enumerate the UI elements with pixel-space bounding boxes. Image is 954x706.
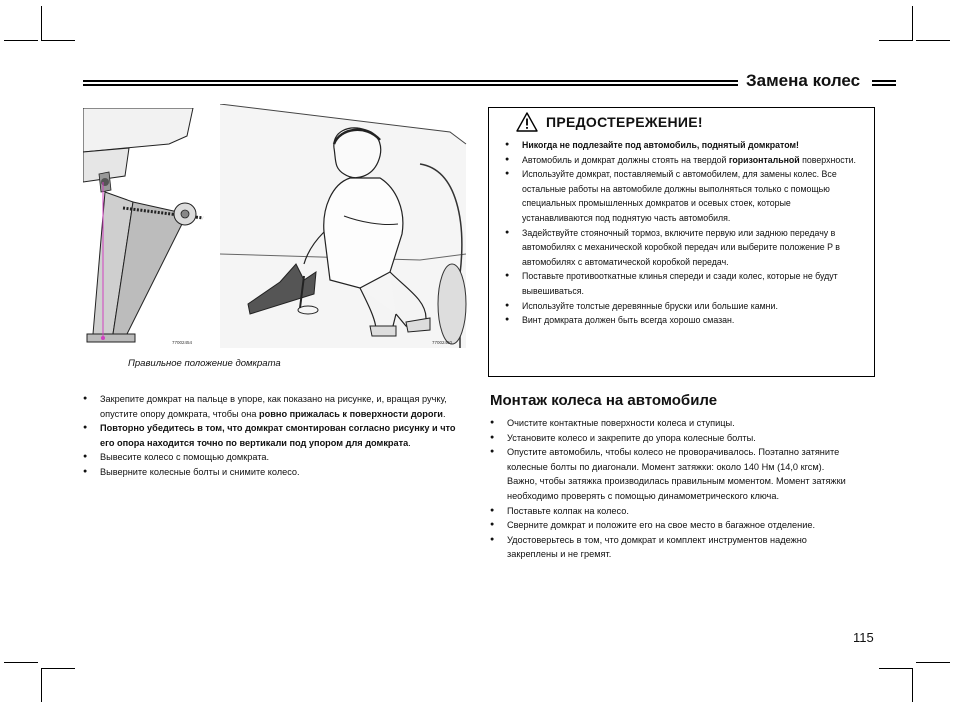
crop-mark — [4, 662, 38, 663]
crop-mark — [912, 668, 913, 702]
man-with-jack-illustration — [220, 104, 468, 348]
text: Установите колесо и закрепите до упора колесные болты. — [507, 432, 756, 443]
list-item — [490, 504, 850, 519]
crop-mark — [41, 40, 75, 41]
text: Поставьте колпак на колесо. — [507, 505, 629, 516]
list-item — [83, 421, 465, 450]
mount-instructions-list — [490, 416, 850, 562]
warning-triangle-icon — [516, 112, 538, 132]
crop-mark — [4, 40, 38, 41]
crop-mark — [41, 6, 42, 40]
text: Закрепите домкрат на пальце в упоре, как показано на рисунке, и, вращая ручку, опустите опору домкрата, чтобы она — [100, 394, 447, 419]
list-item — [490, 416, 850, 431]
text: Выверните колесные болты и снимите колесо. — [100, 466, 300, 477]
header-rule — [83, 80, 738, 86]
list-item — [490, 518, 850, 533]
list-item — [505, 313, 859, 328]
warning-list — [505, 138, 859, 328]
list-item — [505, 153, 859, 168]
list-item — [490, 533, 850, 562]
jack-instructions-list — [83, 392, 465, 480]
list-item — [505, 167, 859, 225]
crop-mark — [41, 668, 42, 702]
bold-text: Никогда не подлезайте под автомобиль, поднятый домкратом! — [522, 140, 799, 150]
list-item — [505, 138, 859, 153]
text: Используйте толстые деревянные бруски или большие камни. — [522, 300, 778, 311]
text: поверхности. — [799, 154, 856, 165]
mount-title: Монтаж колеса на автомобиле — [490, 392, 718, 409]
bold-text: горизонтальной — [728, 154, 800, 165]
list-item — [83, 450, 465, 465]
warning-header — [516, 112, 703, 132]
text: Используйте домкрат, поставляемый с автомобилем, для замены колес. Все остальные работы на автомобиле должны выполняться только с помощью специальных промышленных домкратов и осевых стоек, которые устанавливаются под поднятую часть автомобиля. — [522, 169, 837, 223]
figure-code-right: 77002460 — [432, 340, 453, 345]
header-rule-end — [872, 80, 896, 86]
list-item — [505, 226, 859, 270]
text: Винт домкрата должен быть всегда хорошо смазан. — [522, 315, 735, 326]
jack-closeup-illustration — [83, 108, 209, 348]
text: Поставьте противооткатные клинья спереди и сзади колес, которые не будут вывешиваться. — [522, 271, 838, 296]
text: . — [408, 437, 411, 448]
crop-mark — [912, 6, 913, 40]
list-item — [505, 269, 859, 298]
crop-mark — [916, 662, 950, 663]
warning-title: ПРЕДОСТЕРЕЖЕНИЕ! — [546, 114, 703, 130]
warning-box — [488, 107, 875, 377]
list-item — [83, 392, 465, 421]
bold-text: ровно прижалась к поверхности дороги — [259, 408, 443, 419]
crop-mark — [916, 40, 950, 41]
text: Удостоверьтесь в том, что домкрат и комплект инструментов надежно закреплены и не гремят. — [507, 534, 807, 560]
text: Опустите автомобиль, чтобы колесо не проворачивалось. Поэтапно затяните колесные болты по диагонали. Момент затяжки: около 140 Нм (14,0 кгсм). Важно, чтобы затяжка производилась правильным моментом. Момент затяжки необходимо проверять с помощью динамометрического ключа. — [507, 447, 846, 501]
text: . — [442, 408, 446, 419]
list-item — [505, 299, 859, 314]
bold-text: Повторно убедитесь в том, что домкрат смонтирован согласно рисунку и что его опора находится точно по вертикали под упором для домкрата — [100, 423, 456, 448]
list-item — [490, 445, 850, 503]
text: Очистите контактные поверхности колеса и ступицы. — [507, 418, 735, 428]
figure-code-left: 77002454 — [172, 340, 193, 345]
figure-caption: Правильное положение домкрата — [128, 358, 281, 369]
section-title: Замена колес — [746, 71, 861, 90]
list-item — [83, 465, 465, 480]
crop-mark — [879, 40, 913, 41]
page-number: 115 — [853, 630, 874, 645]
crop-mark — [879, 668, 913, 669]
text: Автомобиль и домкрат должны стоять на твердой — [522, 154, 729, 165]
text: Вывесите колесо с помощью домкрата. — [100, 452, 270, 463]
text: Задействуйте стояночный тормоз, включите первую или заднюю передачу в автомобилях с механической коробкой передач или выберите положение P в автомобилях с автоматической коробкой передач. — [522, 227, 840, 267]
list-item — [490, 431, 850, 446]
text: Сверните домкрат и положите его на свое место в багажное отделение. — [507, 520, 816, 531]
crop-mark — [41, 668, 75, 669]
